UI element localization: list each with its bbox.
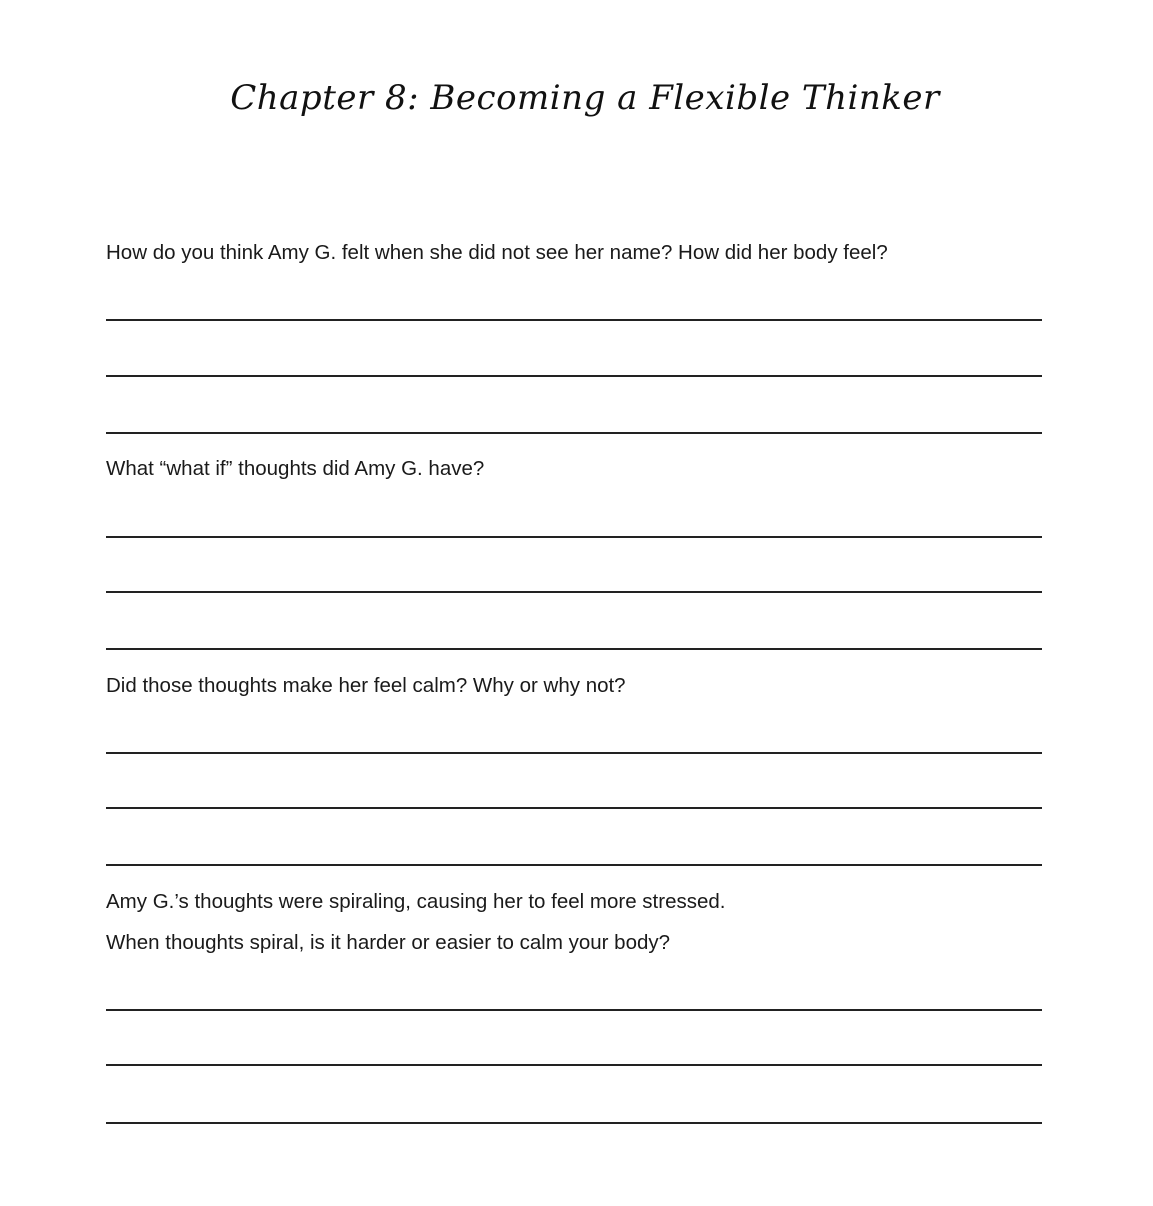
page-title: Chapter 8: Becoming a Flexible Thinker [230, 78, 940, 118]
question-2: What “what if” thoughts did Amy G. have? [106, 457, 485, 480]
answer-line[interactable] [106, 864, 1042, 866]
answer-line[interactable] [106, 1009, 1042, 1011]
answer-line[interactable] [106, 536, 1042, 538]
answer-line[interactable] [106, 591, 1042, 593]
answer-line[interactable] [106, 432, 1042, 434]
answer-line[interactable] [106, 1064, 1042, 1066]
answer-line[interactable] [106, 807, 1042, 809]
question-4-line-2: When thoughts spiral, is it harder or easier to calm your body? [106, 931, 671, 954]
question-1: How do you think Amy G. felt when she did not see her name? How did her body feel? [106, 241, 888, 264]
answer-line[interactable] [106, 648, 1042, 650]
answer-line[interactable] [106, 752, 1042, 754]
answer-line[interactable] [106, 375, 1042, 377]
answer-line[interactable] [106, 319, 1042, 321]
answer-line[interactable] [106, 1122, 1042, 1124]
question-3: Did those thoughts make her feel calm? Why or why not? [106, 674, 626, 697]
question-4-line-1: Amy G.’s thoughts were spiraling, causing her to feel more stressed. [106, 890, 726, 913]
